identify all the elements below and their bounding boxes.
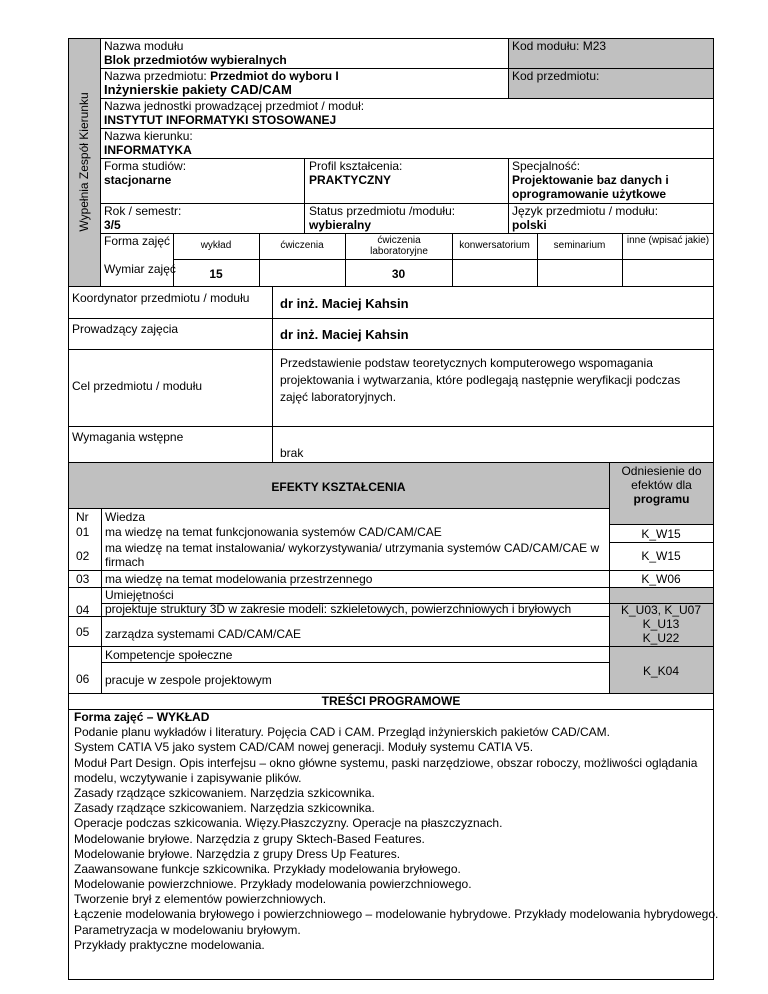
content-form-title: Forma zajęć – WYKŁAD xyxy=(74,710,210,724)
content-line: modelu, wczytywanie i zapisywanie plików. xyxy=(74,770,302,785)
specialty-label: Specjalność: xyxy=(512,159,581,173)
social-header: Kompetencje społeczne xyxy=(105,648,233,662)
class-form-exercises: ćwiczenia xyxy=(280,240,324,251)
outcomes-ref-header-1: Odniesienie do xyxy=(621,464,702,478)
status-label: Status przedmiotu /modułu: xyxy=(309,204,456,218)
unit-value: INSTYTUT INFORMATYKI STOSOWANEJ xyxy=(104,113,337,127)
content-line: Modelowanie bryłowe. Narzędzia z grupy Sktech-Based Features. xyxy=(74,831,425,846)
prereq-label: Wymagania wstępne xyxy=(72,430,184,444)
outcome-text-06: pracuje w zespole projektowym xyxy=(105,673,272,687)
field-value: INFORMATYKA xyxy=(104,143,192,157)
outcomes-ref-header-2: efektów dla xyxy=(631,478,692,492)
study-form-label: Forma studiów: xyxy=(104,159,187,173)
outcome-nr-06: 06 xyxy=(76,672,90,686)
coordinator-value: dr inż. Maciej Kahsin xyxy=(280,296,409,311)
class-form-conversation: konwersatorium xyxy=(459,240,530,251)
language-label: Język przedmiotu / modułu: xyxy=(512,204,659,218)
nr-header: Nr xyxy=(76,510,89,524)
year-value: 3/5 xyxy=(104,218,121,232)
language-value: polski xyxy=(512,218,547,232)
content-title: TREŚCI PROGRAMOWE xyxy=(321,694,461,708)
subject-name-value: Przedmiot do wyboru I xyxy=(210,69,339,83)
outcome-text-04: projektuje struktury 3D w zakresie modeli: szkieletowych, powierzchniowych i bryłowych xyxy=(105,602,572,616)
profile-label: Profil kształcenia: xyxy=(309,159,403,173)
content-line: Moduł Part Design. Opis interfejsu – okno główne systemu, paski narzędziowe, obszar roboczy, możliwości oglądania xyxy=(74,755,698,770)
outcome-text-02: ma wiedzę na temat instalowania/ wykorzystywania/ utrzymania systemów CAD/CAM/CAE w xyxy=(105,541,600,555)
outcome-ref-05b: K_U22 xyxy=(642,631,680,645)
class-form-seminar: seminarium xyxy=(553,240,606,251)
content-line: Zaawansowane funkcje szkicownika. Przykłady modelowania bryłowego. xyxy=(74,861,461,876)
outcome-nr-01: 01 xyxy=(76,525,90,539)
outcome-text-03: ma wiedzę na temat modelowania przestrzennego xyxy=(105,572,373,586)
subject-title: Inżynierskie pakiety CAD/CAM xyxy=(104,82,292,97)
outcome-nr-04: 04 xyxy=(76,603,90,617)
goal-label: Cel przedmiotu / modułu xyxy=(72,379,203,393)
outcome-nr-03: 03 xyxy=(76,572,90,586)
goal-value: Przedstawienie podstaw teoretycznych komputerowego wspomagania projektowania i wytwarzania, które podlegają następnie weryfikacji podczas zajęć laboratoryjnych. xyxy=(280,356,681,404)
content-line: Podanie planu wykładów i literatury. Pojęcia CAD i CAM. Przegląd inżynierskich pakietów CAD/CAM. xyxy=(74,725,610,740)
subject-code: Kod przedmiotu: xyxy=(512,69,600,83)
specialty-value-1: Projektowanie baz danych i xyxy=(512,173,669,187)
content-line: Operacje podczas szkicowania. Więzy.Płaszczyzny. Operacje na płaszczyznach. xyxy=(74,816,503,831)
outcome-nr-02: 02 xyxy=(76,549,90,563)
outcome-ref-04: K_U03, K_U07 xyxy=(620,603,702,617)
content-line: Modelowanie bryłowe. Narzędzia z grupy Dress Up Features. xyxy=(74,846,401,861)
status-value: wybieralny xyxy=(309,218,372,232)
knowledge-header: Wiedza xyxy=(105,510,146,524)
outcome-text-05: zarządza systemami CAD/CAM/CAE xyxy=(105,627,302,641)
module-code: Kod modułu: M23 xyxy=(512,39,607,53)
field-label: Nazwa kierunku: xyxy=(104,129,193,143)
outcome-text-02b: firmach xyxy=(105,555,145,569)
class-form-other: inne (wpisać jakie) xyxy=(626,235,710,246)
outcome-text-01: ma wiedzę na temat funkcjonowania systemów CAD/CAM/CAE xyxy=(105,525,442,539)
class-hours-label: Wymiar zajęć xyxy=(104,262,176,276)
content-line: Tworzenie brył z elementów powierzchniowych. xyxy=(74,892,327,907)
outcome-ref-03: K_W06 xyxy=(641,572,681,586)
teacher-value: dr inż. Maciej Kahsin xyxy=(280,327,409,342)
content-line: Modelowanie powierzchniowe. Przykłady modelowania powierzchniowego. xyxy=(74,877,472,892)
subject-name-label: Nazwa przedmiotu: xyxy=(104,69,207,83)
class-form-lab: ćwiczenia laboratoryjne xyxy=(370,235,428,257)
module-name-label: Nazwa modułu xyxy=(104,39,184,53)
class-form-lecture: wykład xyxy=(200,240,232,251)
module-name-value: Blok przedmiotów wybieralnych xyxy=(104,53,287,67)
class-form-label: Forma zajęć xyxy=(104,234,171,248)
profile-value: PRAKTYCZNY xyxy=(309,173,392,187)
outcomes-ref-header-3: programu xyxy=(633,492,690,506)
teacher-label: Prowadzący zajęcia xyxy=(72,322,179,336)
coordinator-label: Koordynator przedmiotu / modułu xyxy=(72,291,250,305)
outcome-ref-06: K_K04 xyxy=(642,664,680,678)
class-hours-lecture: 15 xyxy=(209,267,223,281)
outcomes-title: EFEKTY KSZTAŁCENIA xyxy=(271,480,406,494)
skills-header: Umiejętności xyxy=(105,588,174,602)
outcome-ref-01: K_W15 xyxy=(641,527,681,541)
outcome-nr-05: 05 xyxy=(76,625,90,639)
content-line: Zasady rządzące szkicowaniem. Narzędzia szkicownika. xyxy=(74,801,375,816)
content-line: Parametryzacja w modelowaniu bryłowym. xyxy=(74,922,301,937)
study-form-value: stacjonarne xyxy=(104,173,172,187)
content-line: Przykłady praktyczne modelowania. xyxy=(74,937,265,952)
outcome-ref-05: K_U13 xyxy=(642,617,680,631)
content-line: Zasady rządzące szkicowaniem. Narzędzia szkicownika. xyxy=(74,785,375,800)
year-label: Rok / semestr: xyxy=(104,204,182,218)
content-body xyxy=(74,710,719,953)
subject-name-field xyxy=(104,69,339,83)
class-hours-lab: 30 xyxy=(391,267,406,281)
outcome-ref-02: K_W15 xyxy=(641,549,681,563)
side-label: Wypełnia Zespół Kierunku xyxy=(77,92,91,232)
content-line: System CATIA V5 jako system CAD/CAM nowej generacji. Moduły systemu CATIA V5. xyxy=(74,740,534,755)
unit-label: Nazwa jednostki prowadzącej przedmiot / moduł: xyxy=(104,99,365,113)
prereq-value: brak xyxy=(280,446,304,460)
content-line: Łączenie modelowania bryłowego i powierzchniowego – modelowanie hybrydowe. Przykłady modelowania hybrydowego. xyxy=(74,907,719,922)
specialty-value-2: oprogramowanie użytkowe xyxy=(512,187,667,201)
